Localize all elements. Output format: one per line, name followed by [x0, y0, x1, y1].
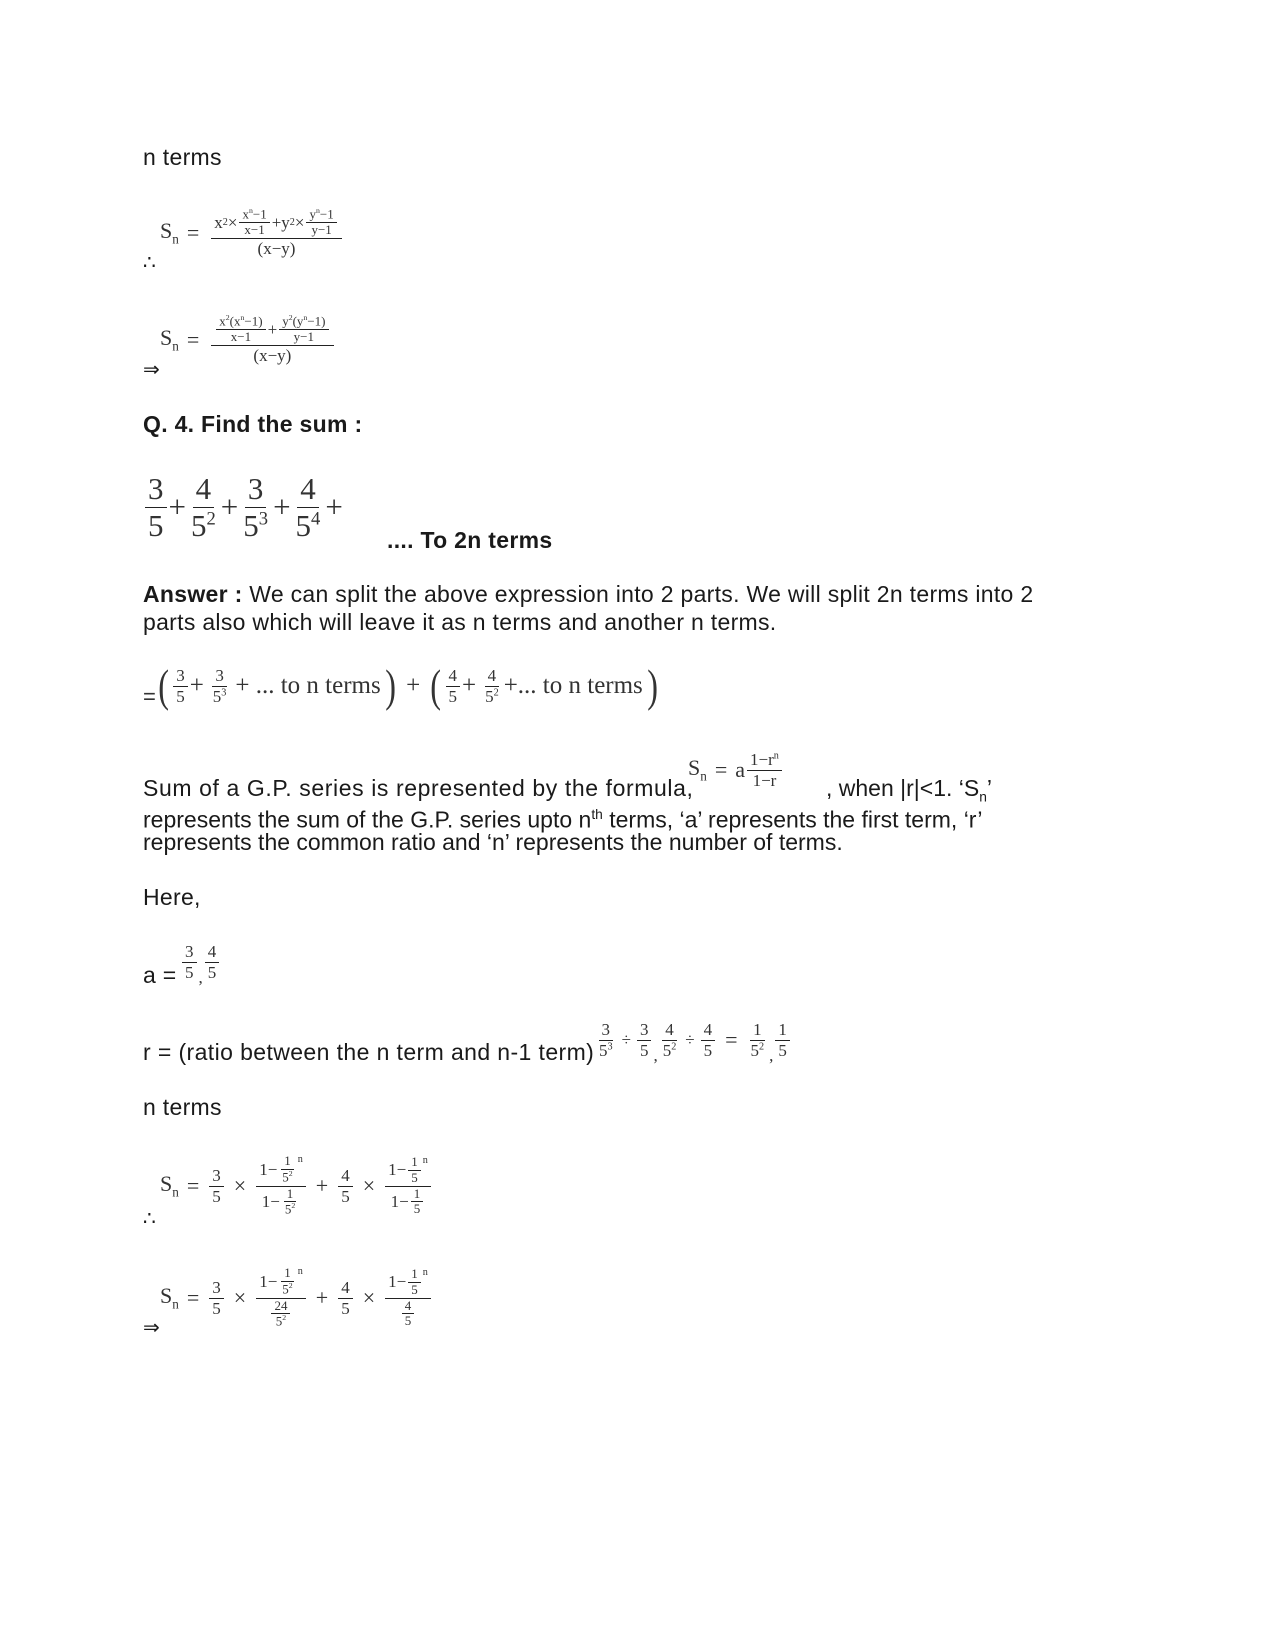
formula-line-3: represents the common ratio and ‘n’ represents the number of terms.: [143, 829, 843, 855]
series-tail: .... To 2n terms: [387, 527, 553, 553]
answer-label: Answer :: [143, 581, 243, 607]
answer-line-2: parts also which will leave it as n terms and another n terms.: [143, 609, 777, 635]
therefore-symbol: ∴: [143, 1206, 156, 1230]
implies-symbol: ⇒: [143, 1315, 160, 1339]
here-label: Here,: [143, 884, 201, 910]
a-label: a =: [143, 962, 177, 988]
r-values: $\frac{3}{5^3}$ ÷ $\frac{3}{5}$ , $\frac{4}{5^2}$ ÷ $\frac{4}{5}$ = $\frac{1}{5^2}$ , $\frac{1}{5}$: [594, 1014, 792, 1066]
series-expression: $\frac{3}{5}$ + $\frac{4}{5^2}$ + $\frac{3}{5^3}$ + $\frac{4}{5^4}$ +: [143, 466, 343, 548]
gp-sum-formula: $S_n$ = a $\frac{1-r^n}{1-r}$: [688, 740, 784, 800]
equation-fraction: x 2 × $\frac{x^n-1}{x-1}$ +y 2 × $\frac{y^n-1}{y-1}$ (x−y): [211, 207, 341, 259]
equation-sn-2: $S_n$ = $\frac{x^2(x^n-1)}{x-1}$ + $\frac{y^2(y^n-1)}{y-1}$ (x−y): [160, 303, 336, 377]
equation-sn-4: $S_n$ = $\frac{3}{5}$ × 1− $\frac{1}{5^2}$ $^n$ $\frac{24}{5^2}$ + $\frac{4}{5}$ × 1− $\frac{1}{5}$ $^n$ $\frac{4}{5}$: [160, 1258, 433, 1338]
equation-sn-1: $S_n$ = x 2 × $\frac{x^n-1}{x-1}$ +y 2 × $\frac{y^n-1}{y-1}$ (x−y): [160, 196, 344, 270]
formula-line-2: represents the sum of the G.P. series upto $n^{th}$ terms, ‘a’ represents the first term, ‘r’: [143, 806, 983, 833]
therefore-symbol: ∴: [143, 250, 156, 274]
split-expression: = ( $\frac{3}{5}$ + $\frac{3}{5^3}$ + ... to n terms ) + ( $\frac{4}{5}$ + $\frac{4}{5^2}$ +... to n terms ): [143, 660, 658, 711]
implies-symbol: ⇒: [143, 357, 160, 381]
question-heading: Q. 4. Find the sum :: [143, 411, 363, 437]
intro-label: n terms: [143, 144, 222, 170]
n-terms-label: n terms: [143, 1094, 222, 1120]
formula-line-1-tail: , when |r|<1. ‘$S_n$’: [826, 775, 993, 805]
equation-sn-3: $S_n$ = $\frac{3}{5}$ × 1− $\frac{1}{5^2}$ $^n$ 1− $\frac{1}{5^2}$ + $\frac{4}{5}$ × 1− $\frac{1}{5}$ $^n$ 1− $\frac{1}{5}$: [160, 1148, 433, 1224]
r-label: r = (ratio between the n term and n-1 term): [143, 1039, 595, 1065]
equation-fraction: $\frac{x^2(x^n-1)}{x-1}$ + $\frac{y^2(y^n-1)}{y-1}$ (x−y): [211, 314, 333, 366]
formula-line-1: Sum of a G.P. series is represented by the formula,: [143, 775, 694, 801]
a-values: $\frac{3}{5}$ , $\frac{4}{5}$: [180, 936, 221, 988]
answer-line-1: Answer : We can split the above expression into 2 parts. We will split 2n terms into 2: [143, 581, 1034, 607]
